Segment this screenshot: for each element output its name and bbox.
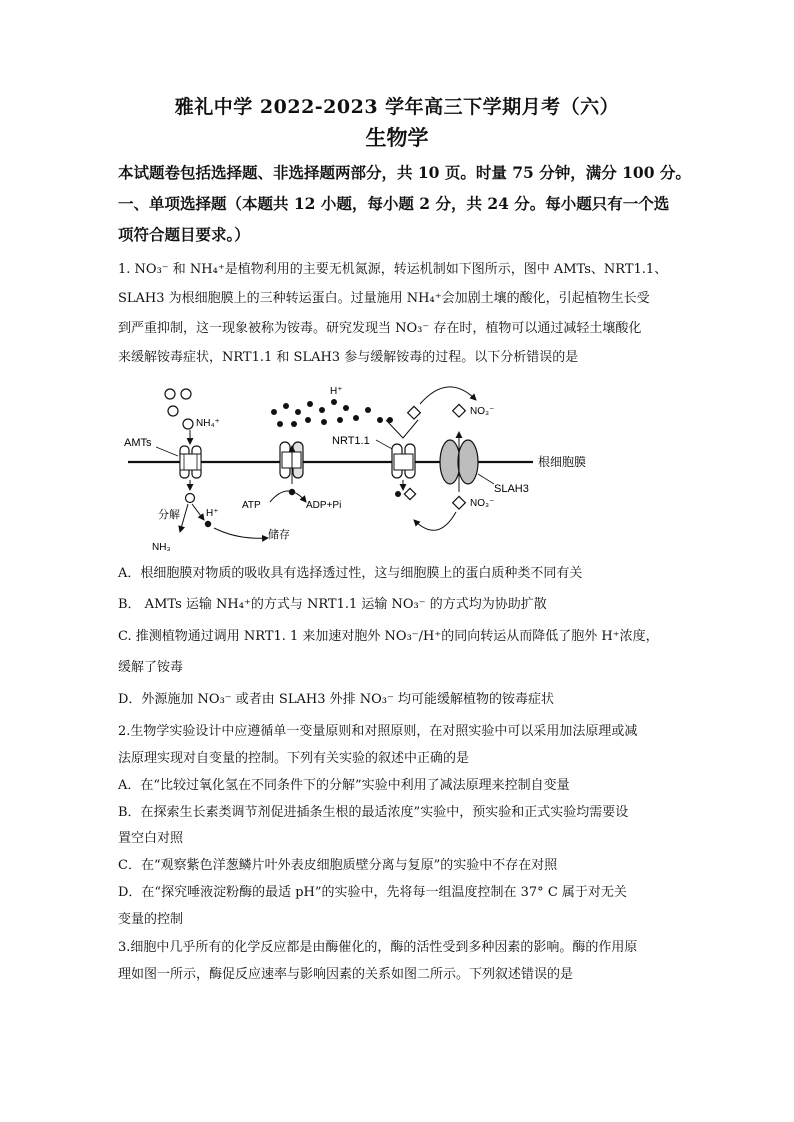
no3-top-label: NO₃⁻ — [470, 406, 495, 417]
nh4-label: NH₄⁺ — [196, 418, 220, 429]
q2-option-b-line2: 置空白对照 — [118, 831, 184, 846]
h-outside-label: H⁺ — [330, 386, 343, 397]
q1-option-d: D．外源施加 NO₃⁻ 或者由 SLAH3 外排 NO₃⁻ 均可能缓解植物的铵毒症状 — [118, 692, 554, 707]
decompose-label: 分解 — [158, 509, 180, 521]
nh4-ion — [183, 419, 193, 429]
no3-ion — [453, 404, 466, 417]
h-ion-inside — [395, 491, 401, 497]
q2-stem-line1: 2.生物学实验设计中应遵循单一变量原则和对照原则，在对照实验中可以采用加法原理或减 — [118, 724, 638, 739]
q1-stem-line4: 来缓解铵毒症状，NRT1.1 和 SLAH3 参与缓解铵毒的过程。以下分析错误的是 — [118, 350, 579, 365]
h-ion-cluster — [271, 399, 383, 427]
exam-title: 雅礼中学 2022-2023 学年高三下学期月考（六） — [174, 96, 620, 118]
q2-option-a: A．在“比较过氧化氢在不同条件下的分解”实验中利用了减法原理来控制自变量 — [118, 778, 570, 793]
transport-diagram — [118, 380, 618, 555]
adp-label: ADP+Pi — [306, 500, 342, 511]
no3-ion-inside — [404, 488, 415, 499]
no3-ion — [408, 406, 421, 419]
slah3-label: SLAH3 — [494, 483, 529, 495]
section-heading: 一、单项选择题（本题共 12 小题，每小题 2 分，共 24 分。每小题只有一个选 — [118, 194, 670, 213]
no3-bottom-label: NO₃⁻ — [470, 498, 495, 509]
section-heading-cont: 项符合题目要求。） — [118, 225, 250, 244]
storage-label: 储存 — [268, 529, 290, 541]
nh4-ion — [181, 389, 191, 399]
membrane-label: 根细胞膜 — [538, 455, 587, 469]
q2-option-b-line1: B．在探索生长素类调节剂促进插条生根的最适浓度”实验中，预实验和正式实验均需要设 — [118, 805, 629, 820]
no3-ion-inside — [453, 496, 466, 509]
nrt-label: NRT1.1 — [332, 435, 370, 447]
exam-instructions: 本试题卷包括选择题、非选择题两部分，共 10 页。时量 75 分钟，满分 100 分。 — [118, 163, 691, 182]
nh3-label: NH₃ — [152, 542, 171, 553]
atp-label: ATP — [242, 500, 261, 511]
q2-option-d-line2: 变量的控制 — [118, 912, 184, 927]
q1-stem-line2: SLAH3 为根细胞膜上的三种转运蛋白。过量施用 NH₄⁺会加剧土壤的酸化，引起植物生长受 — [118, 291, 650, 306]
q1-option-c-line2: 缓解了铵毒 — [118, 660, 184, 675]
h-inside-label: H⁺ — [206, 508, 219, 519]
subject-title: 生物学 — [365, 125, 429, 150]
nh4-ion-inside — [186, 494, 195, 503]
q1-stem-line1: 1. NO₃⁻ 和 NH₄⁺是植物利用的主要无机氮源，转运机制如下图所示，图中 AMTs、NRT1.1、 — [118, 262, 668, 277]
h-ion — [387, 417, 393, 423]
q2-stem-line2: 法原理实现对自变量的控制。下列有关实验的叙述中正确的是 — [118, 751, 470, 766]
nh4-ion — [165, 389, 175, 399]
q3-stem-line1: 3.细胞中几乎所有的化学反应都是由酶催化的，酶的活性受到多种因素的影响。酶的作用原 — [118, 940, 638, 955]
q2-option-c: C．在“观察紫色洋葱鳞片叶外表皮细胞质壁分离与复原”的实验中不存在对照 — [118, 858, 558, 873]
q3-stem-line2: 理如图一所示，酶促反应速率与影响因素的关系如图二所示。下列叙述错误的是 — [118, 967, 574, 982]
amts-channel — [180, 446, 201, 478]
nrt-transporter — [392, 444, 415, 478]
q1-option-c-line1: C. 推测植物通过调用 NRT1. 1 来加速对胞外 NO₃⁻/H⁺的同向转运从而降低了胞外 H⁺浓度， — [118, 629, 659, 644]
q1-option-b: B． AMTs 运输 NH₄⁺的方式与 NRT1.1 运输 NO₃⁻ 的方式均为协助扩散 — [118, 597, 547, 612]
q2-option-d-line1: D．在“探究唾液淀粉酶的最适 pH”的实验中，先将每一组温度控制在 37° C 属于对无关 — [118, 885, 627, 900]
amts-label: AMTs — [124, 437, 152, 449]
q1-stem-line3: 到严重抑制，这一现象被称为铵毒。研究发现当 NO₃⁻ 存在时，植物可以通过减轻土壤酸化 — [118, 321, 642, 336]
q1-option-a: A．根细胞膜对物质的吸收具有选择透过性，这与细胞膜上的蛋白质种类不同有关 — [118, 566, 583, 581]
h-ion-inside — [205, 521, 211, 527]
nh4-ion — [168, 406, 178, 416]
